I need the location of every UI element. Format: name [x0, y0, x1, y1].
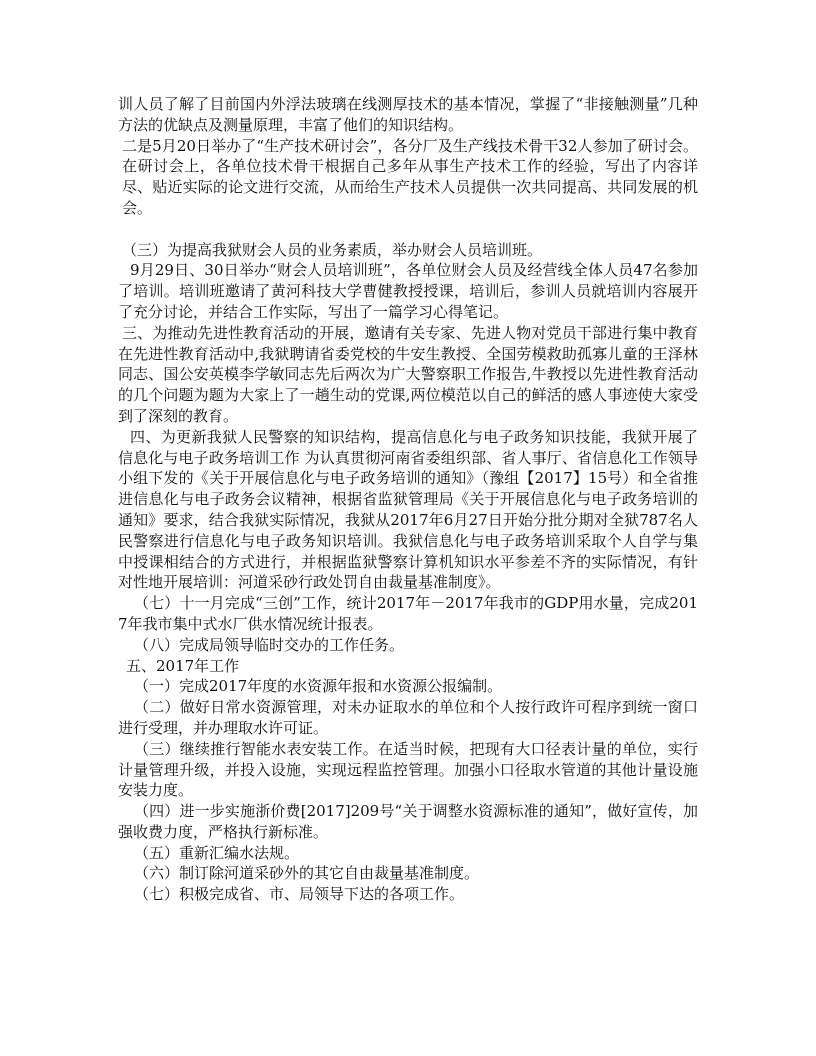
work-item-1: （一）完成2017年度的水资源年报和水资源公报编制。 — [134, 677, 503, 696]
paragraph-section-3-heading: （三）为提高我狱财会人员的业务素质，举办财会人员培训班。 — [122, 240, 543, 259]
paragraph-finance-training: 9月29日、30日举办“财会人员培训班”，各单位财会人员及经营线全体人员47名参加了培训。培训班邀请了黄河科技大学曹健教授授课，培训后，参训人员就培训内容展开了充分讨论，并结合工作实际，写出了一篇学习心得笔记。 — [118, 261, 698, 321]
section-heading-2017-work: 五、2017年工作 — [126, 656, 240, 675]
paragraph-item-8-temporary-tasks: （八）完成局领导临时交办的工作任务。 — [134, 635, 405, 654]
document-page — [118, 94, 698, 905]
work-item-2: （二）做好日常水资源管理，对未办证取水的单位和个人按行政许可程序到统一窗口进行受理，并办理取水许可证。 — [118, 698, 698, 737]
work-item-7: （七）积极完成省、市、局领导下达的各项工作。 — [134, 885, 465, 904]
work-item-3: （三）继续推行智能水表安装工作。在适当时候，把现有大口径表计量的单位，实行计量管理升级，并投入设施，实现远程监控管理。加强小口径取水管道的其他计量设施安装力度。 — [118, 739, 698, 800]
paragraph-advanced-education: 三、为推动先进性教育活动的开展，邀请有关专家、先进人物对党员干部进行集中教育在先进性教育活动中,我狱聘请省委党校的牛安生教授、全国劳模救助孤寡儿童的王泽林同志、国公安英模李学敏同志先后两次为广大警察职工作报告,牛教授以先进性教育活动的几个问题为题为大家上了一趟生动的党课,两位模范以自己的鲜活的感人事迹使大家受到了深刻的教育。 — [118, 323, 698, 425]
work-item-6: （六）制订除河道采砂外的其它自由裁量基准制度。 — [134, 864, 480, 883]
work-item-4: （四）进一步实施浙价费[2017]209号“关于调整水资源标准的通知”，做好宣传，加强收费力度，严格执行新标准。 — [118, 802, 698, 841]
paragraph-it-training: 四、为更新我狱人民警察的知识结构，提高信息化与电子政务知识技能，我狱开展了信息化与电子政务培训工作 为认真贯彻河南省委组织部、省人事厅、省信息化工作领导小组下发的《关于开展信息化与电子政务培训的通知》（豫组【2017】15号）和全省推进信息化与电子政务会议精神，根据省监狱管理局《关于开展信息化与电子政务培训的通知》要求，结合我狱实际情况，我狱从2017年6月27日开始分批分期对全狱787名人民警察进行信息化与电子政务知识培训。我狱信息化与电子政务培训采取个人自学与集中授课相结合的方式进行，并根据监狱警察计算机知识水平参差不齐的实际情况，有针对性地开展培训：河道采砂行政处罚自由裁量基准制度》。 — [118, 427, 698, 592]
paragraph-tech-seminar: 二是5月20日举办了“生产技术研讨会”，各分厂及生产线技术骨干32人参加了研讨会。在研讨会上，各单位技术骨干根据自己多年从事生产技术工作的经验，写出了内容详尽、贴近实际的论文进行交流，从而给生产技术人员提供一次共同提高、共同发展的机会。 — [122, 136, 698, 217]
paragraph-measurement-training: 训人员了解了目前国内外浮法玻璃在线测厚技术的基本情况，掌握了“非接触测量”几种方法的优缺点及测量原理，丰富了他们的知识结构。 — [118, 95, 698, 134]
work-item-5: （五）重新汇编水法规。 — [134, 843, 300, 862]
paragraph-item-7-three-creations: （七）十一月完成“三创”工作，统计2017年－2017年我市的GDP用水量，完成2017年我市集中式水厂供水情况统计报表。 — [118, 594, 698, 633]
paragraph-gap — [118, 219, 698, 240]
